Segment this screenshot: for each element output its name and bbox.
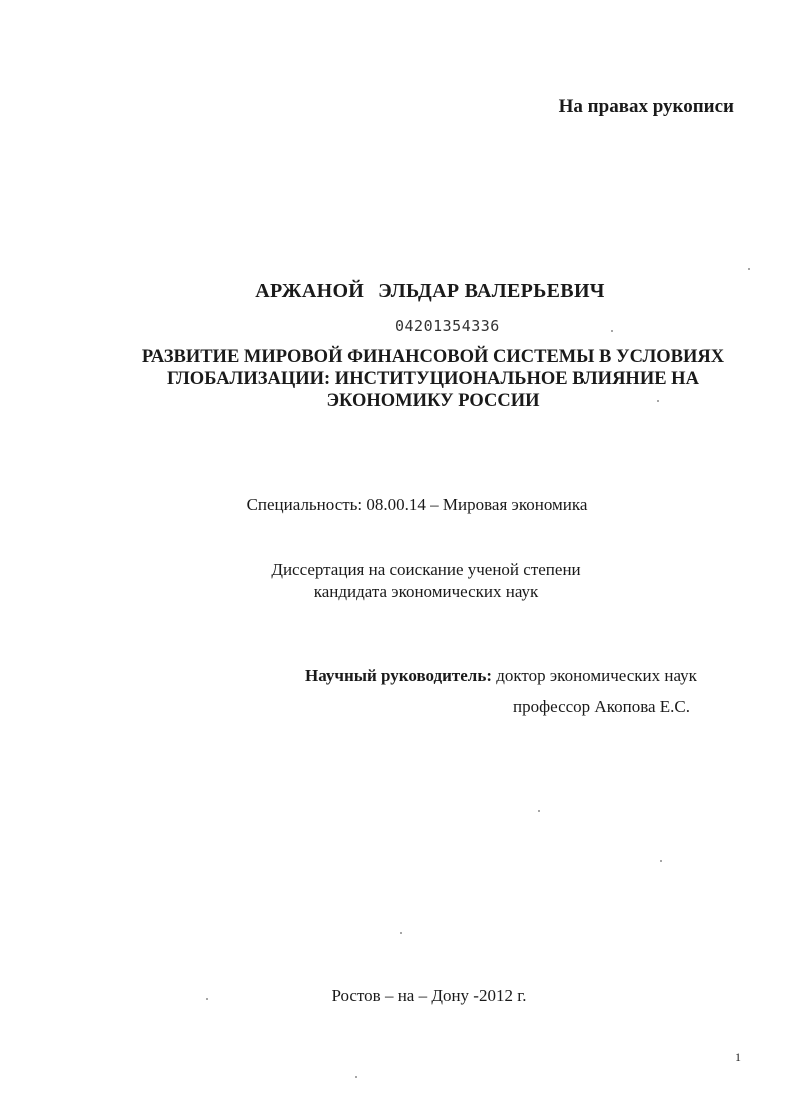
scan-speck [657,400,659,402]
scan-speck [355,1076,357,1078]
author-given-names: ЭЛЬДАР ВАЛЕРЬЕВИЧ [378,280,605,302]
degree-statement [0,559,791,603]
scan-speck [660,860,662,862]
scan-speck [748,268,750,270]
catalog-number: 04201354336 [395,317,500,335]
author-name [0,280,791,303]
supervisor-name: профессор Акопова Е.С. [513,697,691,716]
supervisor-label: Научный руководитель: [305,666,492,685]
scan-speck [400,932,402,934]
title-line-3: ЭКОНОМИКУ РОССИИ [326,391,540,411]
supervisor-degree: доктор экономических наук [492,666,697,685]
degree-line-2: кандидата экономических наук [313,582,539,601]
scan-speck [611,330,613,332]
rights-notice: На правах рукописи [558,96,734,117]
degree-line-1: Диссертация на соискание ученой степени [271,560,581,579]
dissertation-title [0,346,791,412]
scan-speck [206,998,208,1000]
supervisor-line [305,666,697,686]
title-line-2: ГЛОБАЛИЗАЦИИ: ИНСТИТУЦИОНАЛЬНОЕ ВЛИЯНИЕ НА [167,369,699,389]
specialty: Специальность: 08.00.14 – Мировая экономика [246,495,588,514]
scan-speck [538,810,540,812]
author-surname: АРЖАНОЙ [255,280,365,302]
city-year: Ростов – на – Дону -2012 г. [331,986,527,1005]
page-number: 1 [735,1050,741,1064]
title-line-1: РАЗВИТИЕ МИРОВОЙ ФИНАНСОВОЙ СИСТЕМЫ В УСЛОВИЯХ [141,347,725,367]
